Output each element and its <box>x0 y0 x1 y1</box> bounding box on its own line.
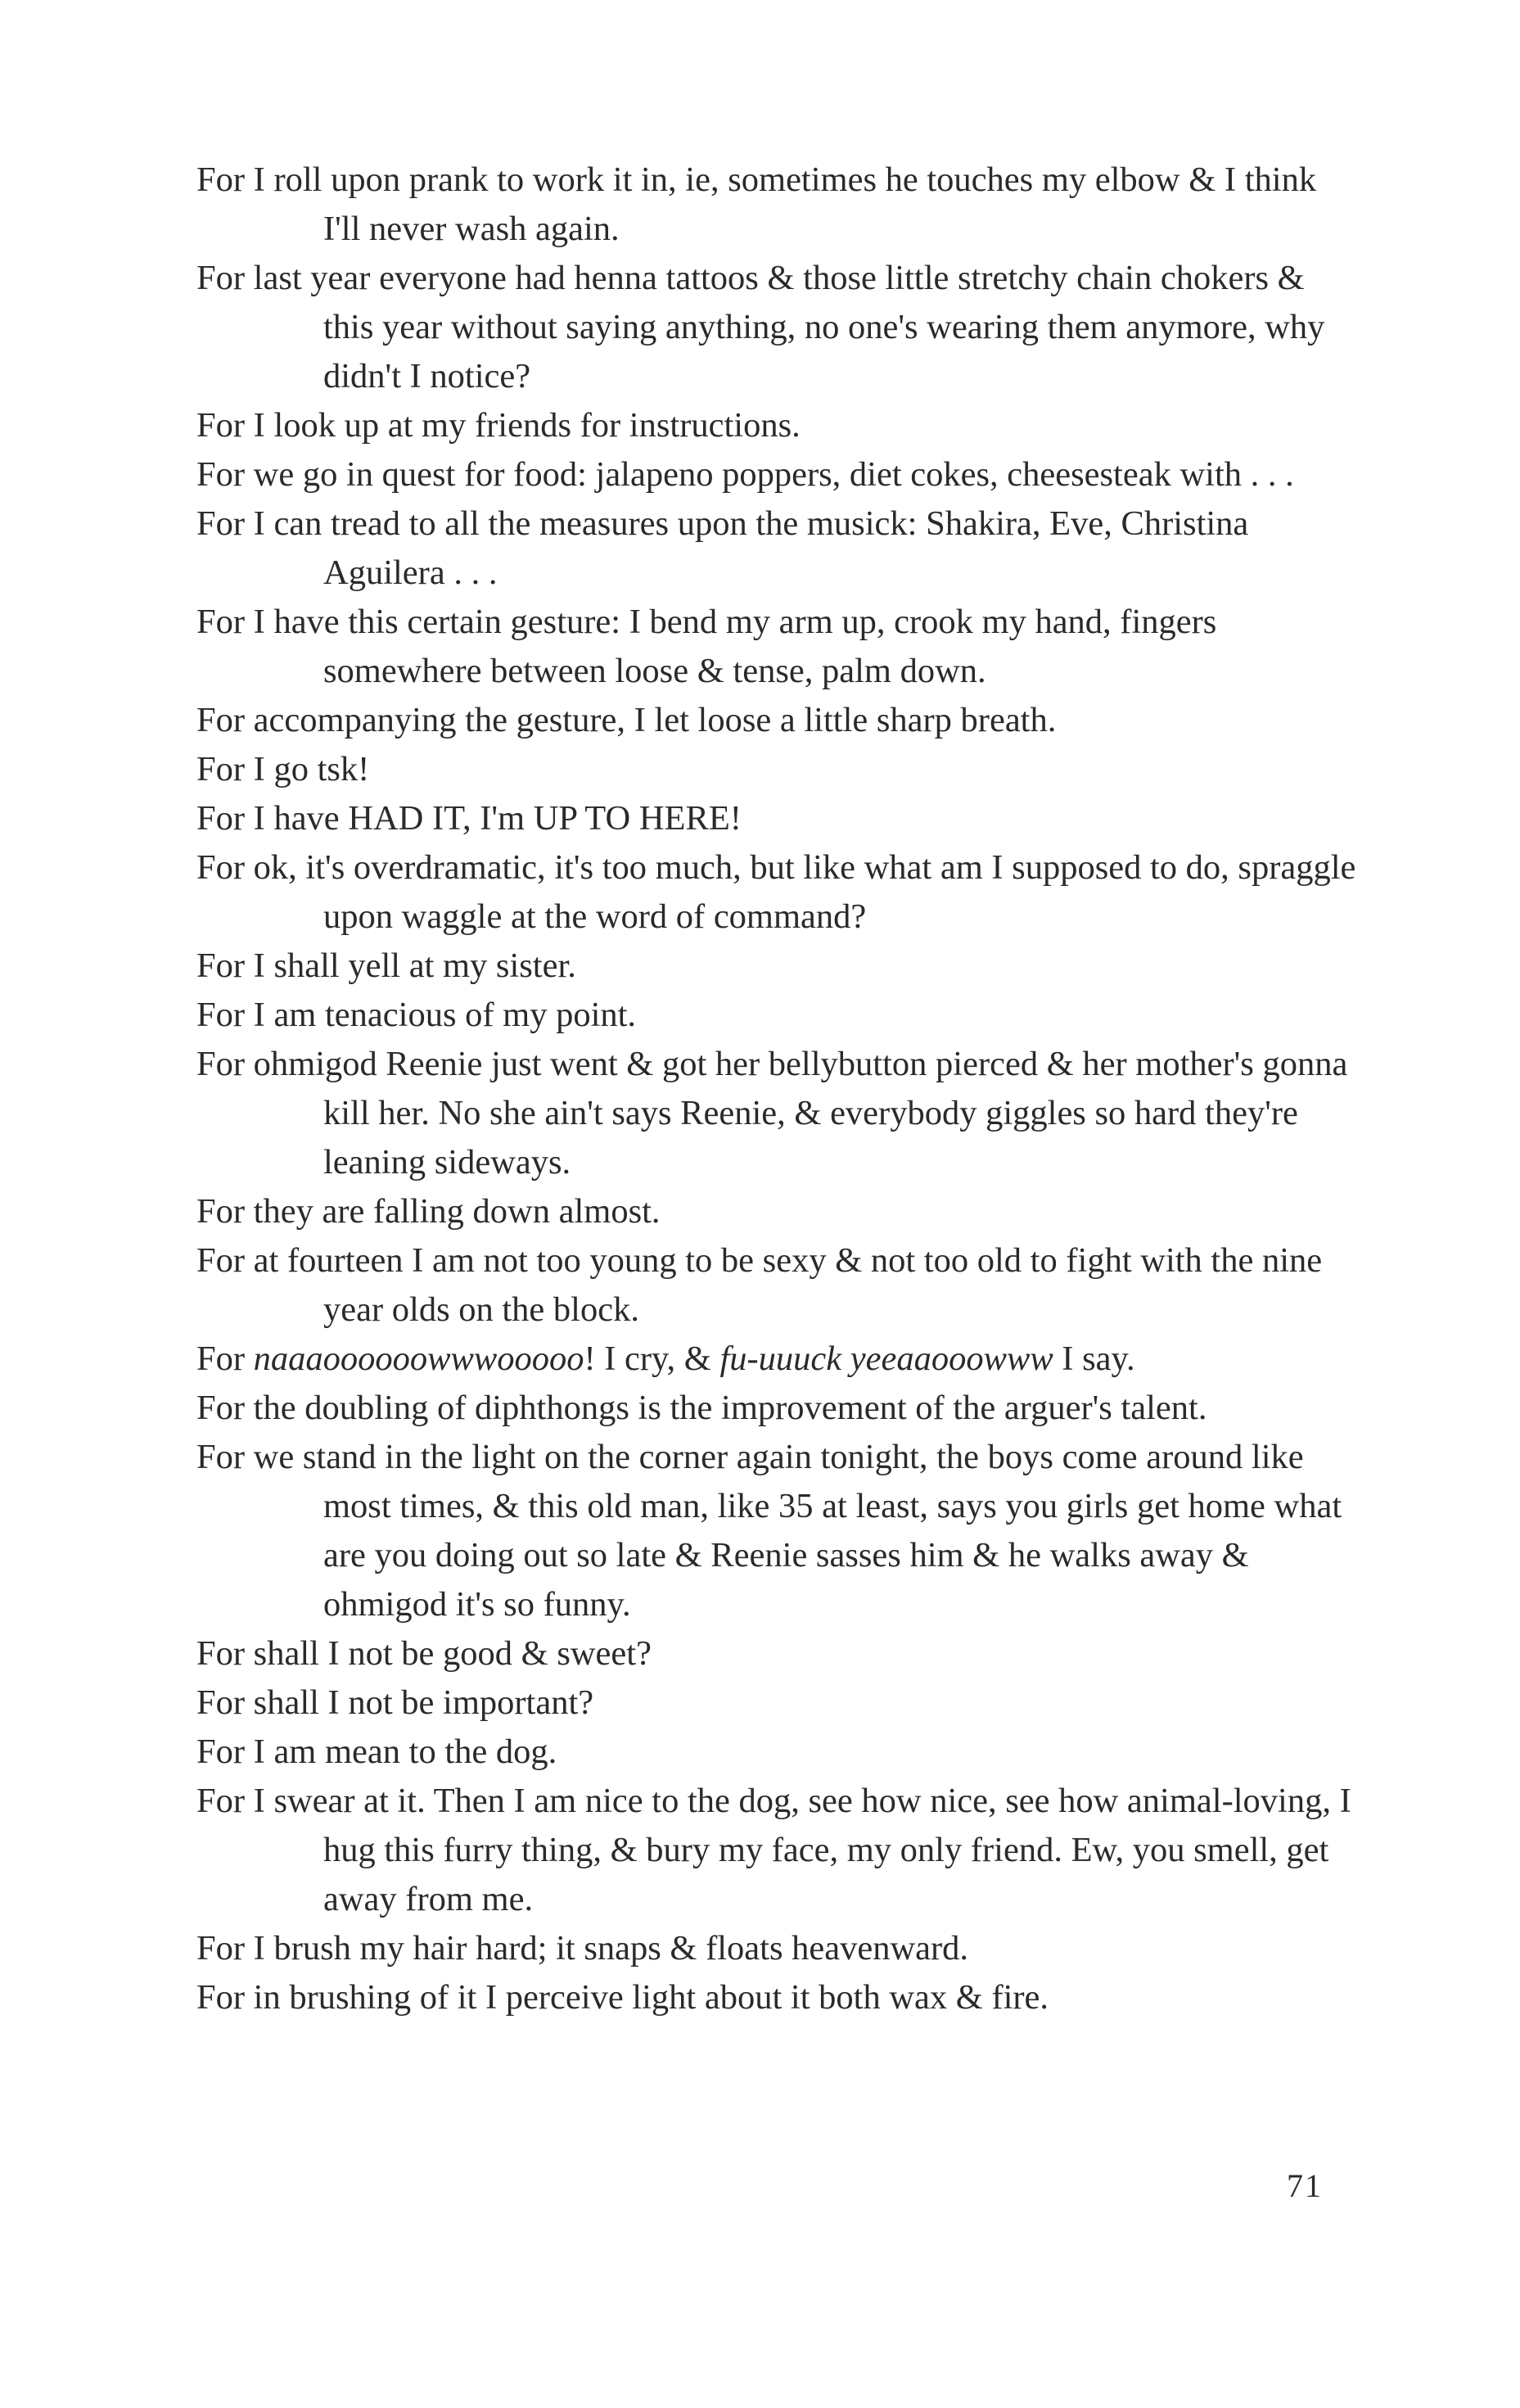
poem-text <box>196 156 1359 2022</box>
italic-text: naaaoooooowwwooooo <box>253 1340 584 1378</box>
poem-line: For I have this certain gesture: I bend my arm up, crook my hand, fingers somewhere between loose & tense, palm down. <box>196 603 1217 690</box>
poem-line: For they are falling down almost. <box>196 1192 661 1231</box>
poem-line: For I can tread to all the measures upon the musick: Shakira, Eve, Christina Aguilera . . . <box>196 504 1249 592</box>
italic-text: fu-uuuck yeeaaooowww <box>719 1340 1053 1378</box>
poem-line: For ohmigod Reenie just went & got her bellybutton pierced & her mother's gonna kill her. No she ain't says Reenie, & everybody giggles so hard they're leaning sideways. <box>196 1045 1348 1181</box>
text-segment: I say. <box>1053 1340 1135 1378</box>
poem-line: For I shall yell at my sister. <box>196 946 576 985</box>
poem-line-italic-mixed <box>196 1335 1359 1384</box>
poem-line: For I swear at it. Then I am nice to the dog, see how nice, see how animal-loving, I hug this furry thing, & bury my face, my only friend. Ew, you smell, get away from me. <box>196 1782 1351 1918</box>
text-segment: ! I cry, & <box>584 1340 720 1378</box>
poem-line: For I am mean to the dog. <box>196 1733 557 1771</box>
poem-line: For I go tsk! <box>196 750 370 788</box>
poem-line: For I am tenacious of my point. <box>196 996 637 1034</box>
poem-line: For I look up at my friends for instructions. <box>196 406 801 445</box>
poem-line: For last year everyone had henna tattoos & those little stretchy chain chokers & this year without saying anything, no one's wearing them anymore, why didn't I notice? <box>196 259 1325 395</box>
poem-line: For I have HAD IT, I'm UP TO HERE! <box>196 799 742 838</box>
poem-line: For in brushing of it I perceive light about it both wax & fire. <box>196 1978 1049 2017</box>
poem-line: For I roll upon prank to work it in, ie, sometimes he touches my elbow & I think I'll never wash again. <box>196 160 1317 248</box>
poem-line: For shall I not be good & sweet? <box>196 1634 652 1673</box>
poem-line: For shall I not be important? <box>196 1683 594 1722</box>
poem-line: For ok, it's overdramatic, it's too much, but like what am I supposed to do, spraggle upon waggle at the word of command? <box>196 848 1356 936</box>
poem-line: For accompanying the gesture, I let loose a little sharp breath. <box>196 701 1057 739</box>
poem-line: For at fourteen I am not too young to be sexy & not too old to fight with the nine year olds on the block. <box>196 1241 1323 1329</box>
poem-line: For we stand in the light on the corner again tonight, the boys come around like most times, & this old man, like 35 at least, says you girls get home what are you doing out so late & Reenie sasses him & he walks away & ohmigod it's so funny. <box>196 1438 1342 1624</box>
page-number: 71 <box>1287 2167 1323 2204</box>
text-segment: For <box>196 1340 254 1378</box>
poem-line: For I brush my hair hard; it snaps & floats heavenward. <box>196 1929 969 1968</box>
poem-line: For the doubling of diphthongs is the improvement of the arguer's talent. <box>196 1389 1207 1427</box>
poem-line: For we go in quest for food: jalapeno poppers, diet cokes, cheesesteak with . . . <box>196 455 1294 494</box>
